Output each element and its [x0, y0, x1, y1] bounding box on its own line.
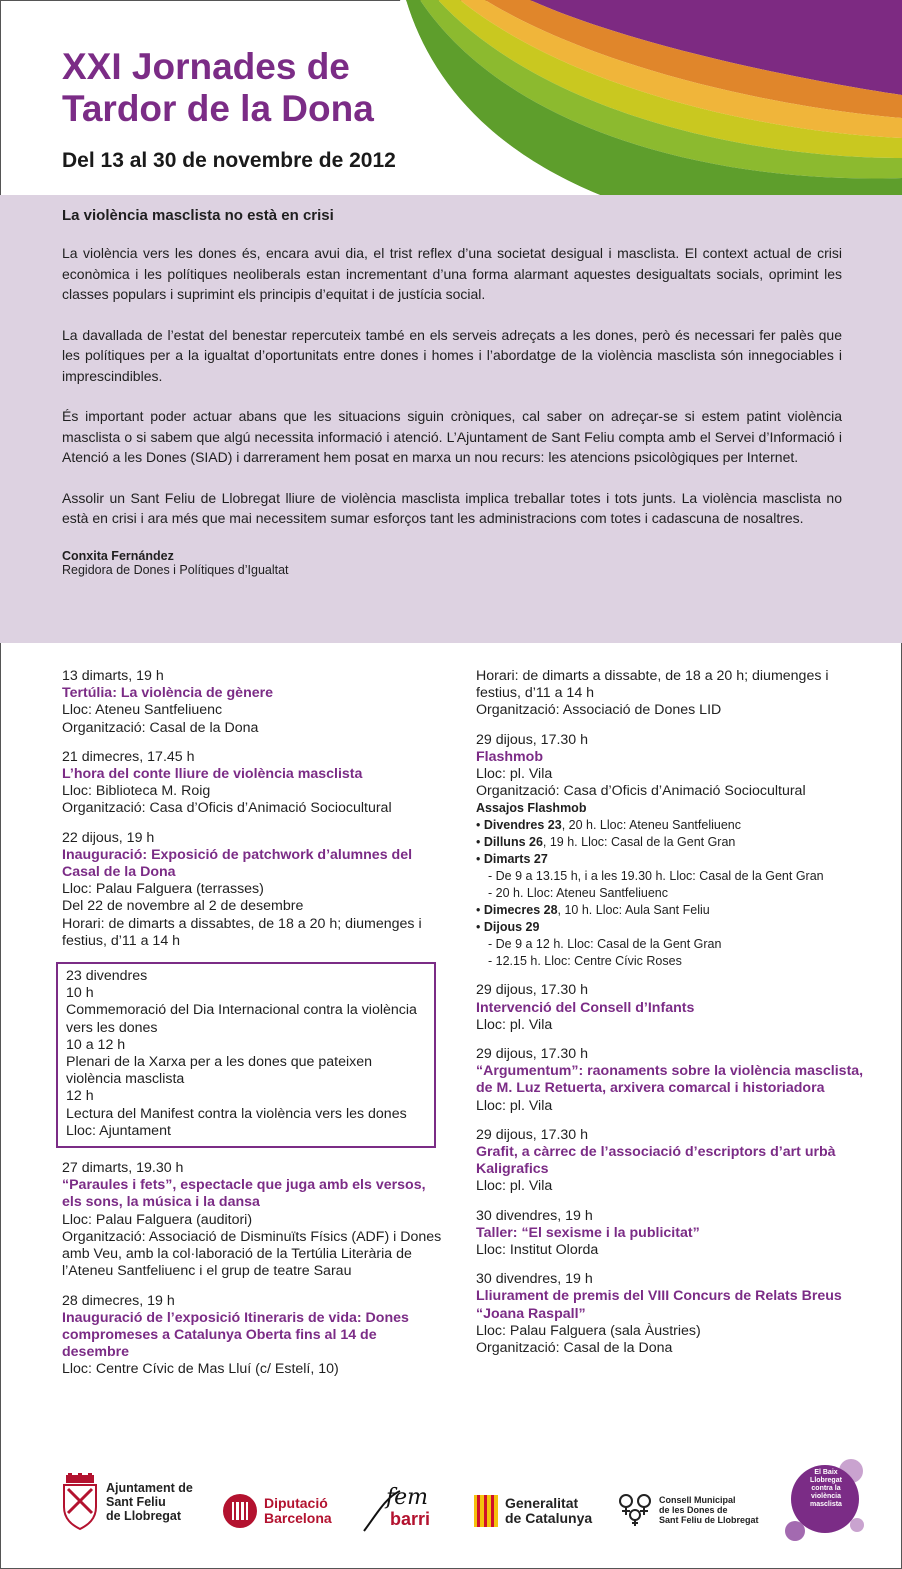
- title-line-2: Tardor de la Dona: [62, 88, 374, 129]
- event-date: 30 divendres, 19 h: [476, 1207, 593, 1224]
- event-date: 21 dimecres, 17.45 h: [62, 748, 195, 765]
- event-line: Del 22 de novembre al 2 de desembre: [62, 898, 304, 915]
- event-title: Inauguració de l’exposició Itineraris de vida: Dones compromeses a Catalunya Oberta fins al 14 de desembre: [62, 1309, 409, 1361]
- event-title: “Argumentum”: raonaments sobre la violència masclista, de M. Luz Retuerta, arxivera comarcal i historiadora: [476, 1063, 864, 1097]
- highlight-box-event: [56, 962, 436, 1148]
- rehearsal-day: Dijous 29: [483, 920, 540, 935]
- rehearsal-item: • Divendres 23, 20 h. Lloc: Ateneu Santfeliuenc: [476, 818, 741, 833]
- intro-paragraph: És important poder actuar abans que les situacions siguin cròniques, cal saber on adreçar-se si estem patint violència masclista o si sabem que algú necessita informació i atenció. L’Ajuntament de Sant Feliu compta amb el Servei d’Informació i Atenció a les Dones (SIAD) i darrerament hem posat en marxa un nou recurs: les atencions psicològiques per Internet.: [62, 408, 842, 465]
- event-title: Lectura del Manifest contra la violència vers les dones: [66, 1105, 407, 1122]
- intro-paragraph: La davallada de l’estat del benestar repercuteix també en els serveis adreçats a les dones, però és necessari fer palès que les polítiques per a la igualtat d’oportunitats entre dones i homes i l’abordatge de la violència masclista són innegociables i imprescindibles.: [62, 326, 842, 384]
- event-line: Lloc: Institut Olorda: [476, 1242, 599, 1259]
- event-item: [476, 1046, 871, 1115]
- logo-ajuntament: [62, 1473, 193, 1531]
- logo-text-line: Diputació: [264, 1495, 328, 1511]
- rehearsal-detail: , 19 h. Lloc: Casal de la Gent Gran: [542, 835, 736, 850]
- event-line: Organització: Casa d’Oficis d’Animació Sociocultural: [62, 800, 392, 817]
- logo-text-line: Sant Feliu: [106, 1495, 166, 1509]
- program-right-column: [476, 668, 871, 1369]
- logo-generalitat: [474, 1495, 592, 1527]
- program-left-column: [62, 668, 447, 1391]
- rehearsal-item: • Dimecres 28, 10 h. Lloc: Aula Sant Feliu: [476, 903, 710, 918]
- event-line: Lloc: Biblioteca M. Roig: [62, 783, 211, 800]
- rehearsal-day: Dimarts 27: [483, 852, 548, 867]
- event-date: 29 dijous, 17.30 h: [476, 731, 589, 748]
- rehearsal-detail: - De 9 a 12 h. Lloc: Casal de la Gent Gran: [488, 937, 722, 952]
- event-line: Organització: Associació de Dones LID: [476, 702, 722, 719]
- event-line: Lloc: Palau Falguera (terrasses): [62, 881, 264, 898]
- event-title: Grafit, a càrrec de l’associació d’escriptors d’art urbà Kaligrafics: [476, 1144, 836, 1178]
- event-title: L’hora del conte lliure de violència masclista: [62, 766, 363, 783]
- event-item: [62, 1293, 447, 1379]
- event-item: [62, 668, 447, 737]
- event-line: Lloc: Ateneu Santfeliuenc: [62, 702, 223, 719]
- intro-paragraph: Assolir un Sant Feliu de Llobregat lliure de violència masclista implica treballar totes i tots junts. La violència masclista no està en crisi i ara més que mai necessitem sumar esforços tant les administracions com totes i cadascuna de nosaltres.: [62, 489, 842, 526]
- event-title: Intervenció del Consell d’Infants: [476, 999, 695, 1016]
- event-item: [62, 1160, 447, 1280]
- intro-heading: La violència masclista no està en crisi: [62, 207, 334, 224]
- event-date: 29 dijous, 17.30 h: [476, 982, 589, 999]
- event-title: Commemoració del Dia Internacional contra la violència vers les dones: [66, 1002, 417, 1036]
- rehearsal-day: Dilluns 26: [483, 835, 543, 850]
- rehearsal-day: Divendres 23: [483, 818, 562, 833]
- logo-text-line: Sant Feliu de Llobregat: [659, 1515, 759, 1525]
- logo-text-line: de Catalunya: [505, 1510, 593, 1526]
- signature-role: Regidora de Dones i Polítiques d’Igualtat: [62, 562, 289, 577]
- event-title: Plenari de la Xarxa per a les dones que pateixen violència masclista: [66, 1054, 373, 1088]
- event-line: Lloc: Centre Cívic de Mas Lluí (c/ Estelí, 10): [62, 1361, 339, 1378]
- page-subtitle: Del 13 al 30 de novembre de 2012: [62, 149, 396, 172]
- event-title: Inauguració: Exposició de patchwork d’alumnes del Casal de la Dona: [62, 846, 413, 881]
- event-item: [476, 982, 871, 1034]
- logo-consell-dones: [617, 1493, 759, 1527]
- event-title: Flashmob: [476, 748, 544, 765]
- event-date: 29 dijous, 17.30 h: [476, 1126, 589, 1143]
- event-date: 22 dijous, 19 h: [62, 829, 155, 846]
- rehearsal-day: Dimecres 28: [483, 903, 558, 918]
- event-line: Lloc: pl. Vila: [476, 1178, 553, 1195]
- rehearsal-item: • Dilluns 26, 19 h. Lloc: Casal de la Gent Gran: [476, 835, 736, 850]
- event-line: Horari: de dimarts a dissabte, de 18 a 20 h; diumenges i festius, d’11 a 14 h: [476, 668, 829, 702]
- event-item: [476, 1271, 871, 1357]
- logo-text-line: fem: [386, 1485, 429, 1510]
- event-item: [62, 830, 447, 950]
- event-line: Horari: de dimarts a dissabtes, de 18 a 20 h; diumenges i festius, d’11 a 14 h: [62, 915, 422, 949]
- intro-paragraph: La violència vers les dones és, encara avui dia, el trist reflex d’una societat desigual i masclista. El context actual de crisi econòmica i les polítiques neoliberals estan incrementant d’una forma alarmant aquestes desigualtats socials, oprimint les classes populars i suprimint els principis d’equitat i de justícia social.: [62, 245, 842, 302]
- event-line: Lloc: Palau Falguera (auditori): [62, 1211, 253, 1228]
- rehearsal-list: [476, 817, 871, 970]
- event-item: [476, 1127, 871, 1196]
- rehearsal-item: • Dijous 29: [476, 920, 540, 935]
- event-line: Organització: Casal de la Dona: [476, 1340, 673, 1357]
- event-line: Organització: Casa d’Oficis d’Animació Sociocultural: [476, 783, 806, 800]
- intro-section: [0, 195, 902, 643]
- event-date: 13 dimarts, 19 h: [62, 668, 164, 684]
- event-item: [62, 749, 447, 818]
- signature-name: Conxita Fernández: [62, 548, 174, 563]
- event-date: 28 dimecres, 19 h: [62, 1292, 175, 1309]
- event-time: 12 h: [66, 1088, 94, 1105]
- rehearsal-detail: , 10 h. Lloc: Aula Sant Feliu: [557, 903, 710, 918]
- event-title: Tertúlia: La violència de gènere: [62, 685, 274, 702]
- baix-llobregat-text: El Baix Llobregat contra la violència masclista: [810, 1469, 842, 1508]
- event-item: [476, 1208, 871, 1260]
- event-title: “Paraules i fets”, espectacle que juga amb els versos, els sons, la música i la dansa: [62, 1177, 426, 1211]
- event-line: Lloc: pl. Vila: [476, 1016, 553, 1033]
- female-symbols-icon: [617, 1493, 655, 1527]
- event-line: Lloc: pl. Vila: [476, 1097, 553, 1114]
- event-time: 10 h: [66, 985, 94, 1002]
- decorative-swoosh: [400, 0, 902, 195]
- event-line: Lloc: Palau Falguera (sala Àustries): [476, 1322, 701, 1339]
- rehearsals-heading: Assajos Flashmob: [476, 801, 587, 816]
- rehearsal-detail: - 12.15 h. Lloc: Centre Cívic Roses: [488, 954, 682, 969]
- sponsor-logos: [0, 1445, 902, 1565]
- event-date: 27 dimarts, 19.30 h: [62, 1160, 184, 1177]
- logo-diputacio: [222, 1493, 332, 1529]
- event-title: Lliurament de premis del VIII Concurs de Relats Breus “Joana Raspall”: [476, 1288, 842, 1322]
- logo-text-line: barri: [390, 1509, 431, 1529]
- event-line: Organització: Associació de Disminuïts Físics (ADF) i Dones amb Veu, amb la col·laboració de la Tertúlia Literària de l’Ateneu Santfeliuenc i el grup de teatre Sarau: [62, 1228, 442, 1280]
- flashmob-event: [476, 732, 871, 971]
- logo-text-line: Consell Municipal: [659, 1495, 736, 1505]
- logo-text-line: Ajuntament de: [106, 1481, 193, 1495]
- event-line: Organització: Casal de la Dona: [62, 719, 259, 736]
- rehearsal-detail: - De 9 a 13.15 h, i a les 19.30 h. Lloc: Casal de la Gent Gran: [488, 869, 824, 884]
- rehearsal-item: • Dimarts 27: [476, 852, 548, 867]
- event-date: 30 divendres, 19 h: [476, 1271, 593, 1288]
- page-title: [62, 46, 374, 130]
- rehearsal-detail: , 20 h. Lloc: Ateneu Santfeliuenc: [561, 818, 741, 833]
- event-date: 23 divendres: [66, 968, 148, 985]
- logo-fem-barri: [356, 1485, 450, 1535]
- event-line: Lloc: Ajuntament: [66, 1122, 171, 1139]
- rehearsal-detail: - 20 h. Lloc: Ateneu Santfeliuenc: [488, 886, 668, 901]
- title-line-1: XXI Jornades de: [62, 46, 350, 87]
- logo-text-line: de les Dones de: [659, 1505, 728, 1515]
- senyera-icon: [474, 1495, 498, 1527]
- event-title: Taller: “El sexisme i la publicitat”: [476, 1224, 700, 1241]
- logo-text-line: de Llobregat: [106, 1509, 182, 1523]
- coat-of-arms-icon: [62, 1473, 98, 1531]
- logo-text-line: Barcelona: [264, 1510, 332, 1526]
- logo-text-line: Generalitat: [505, 1495, 579, 1511]
- event-time: 10 a 12 h: [66, 1036, 126, 1053]
- event-continuation: [476, 668, 871, 720]
- event-line: Lloc: pl. Vila: [476, 766, 553, 783]
- diputacio-emblem-icon: [222, 1493, 258, 1529]
- event-date: 29 dijous, 17.30 h: [476, 1046, 589, 1063]
